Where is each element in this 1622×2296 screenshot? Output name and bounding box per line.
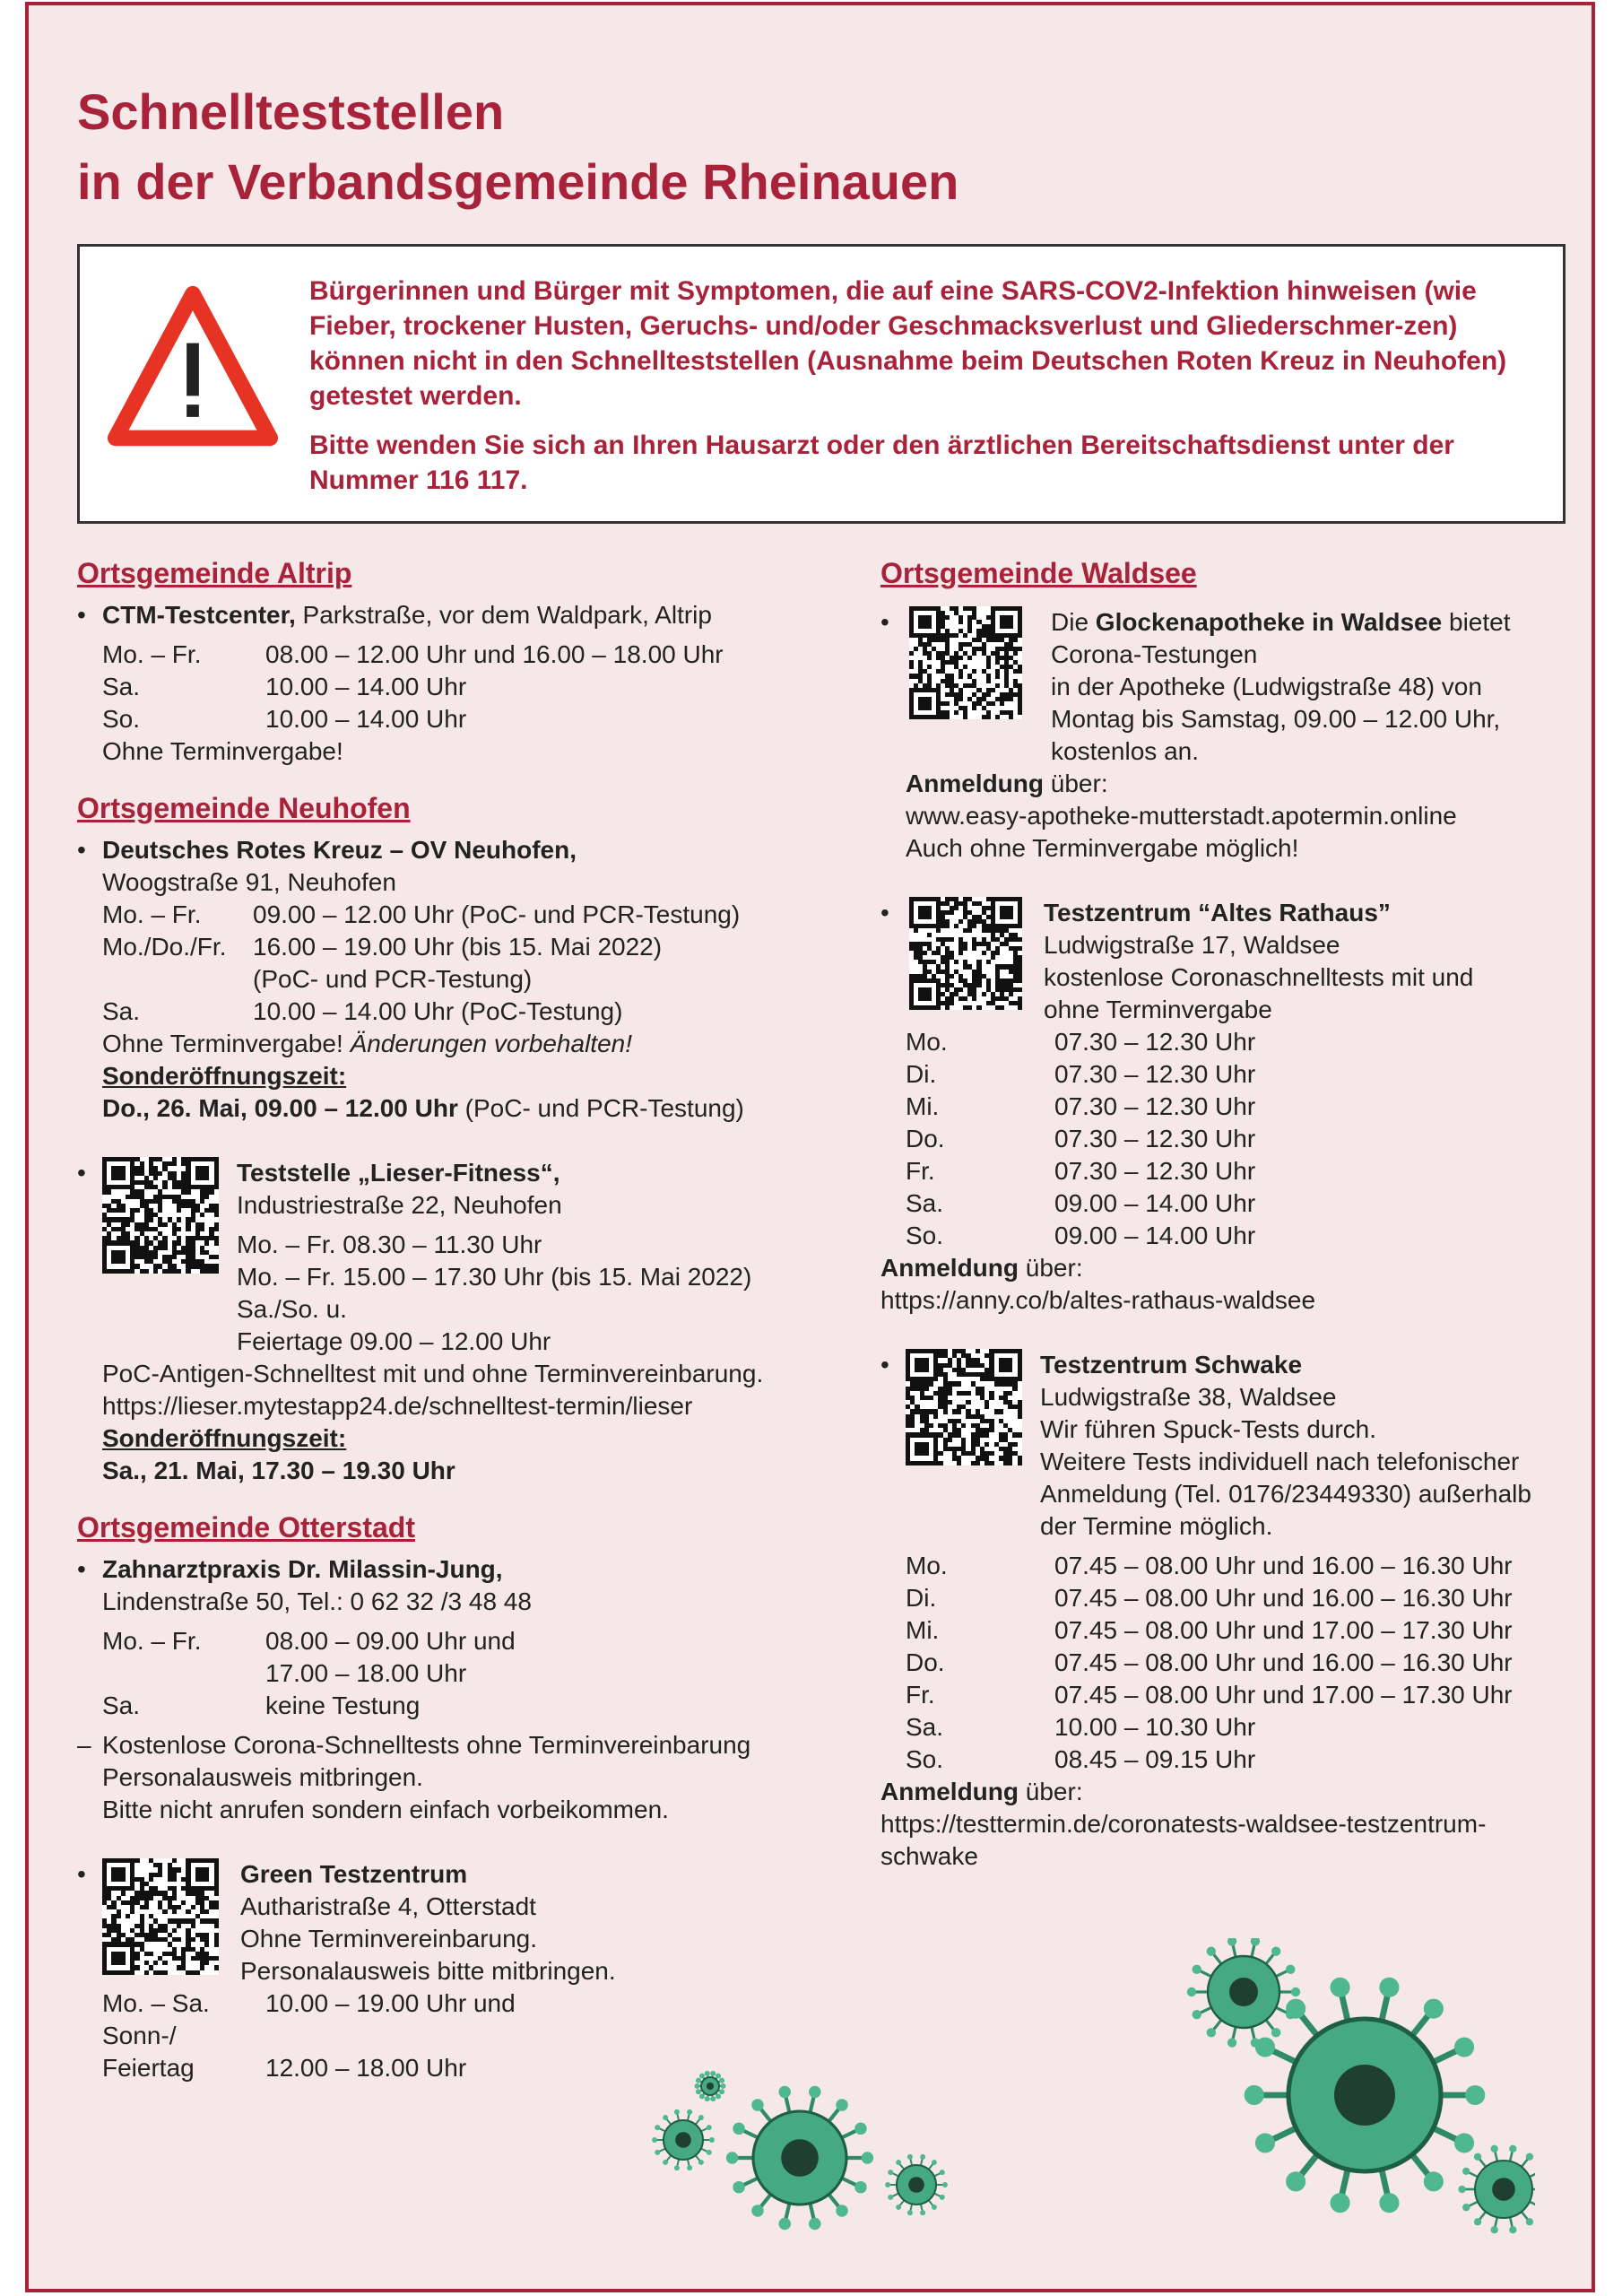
hours-row: Fr. 07.30 – 12.30 Uhr: [906, 1157, 1256, 1185]
hours-row: Sa. 10.00 – 10.30 Uhr: [906, 1713, 1256, 1741]
hours-row: Sa. 10.00 – 14.00 Uhr (PoC-Testung): [102, 997, 623, 1025]
lieser-special-label: Sonderöffnungszeit:: [102, 1424, 347, 1452]
rathaus-url[interactable]: https://anny.co/b/altes-rathaus-waldsee: [880, 1286, 1316, 1314]
hours-row: Mi. 07.45 – 08.00 Uhr und 17.00 – 17.30 Uhr: [906, 1616, 1513, 1644]
title-line-2: in der Verbandsgemeinde Rheinauen: [77, 153, 959, 210]
virus-icon: [647, 2059, 952, 2239]
hours-row: Mo. – Sa. 10.00 – 19.00 Uhr und: [102, 1989, 516, 2017]
hours-row: Mo. – Fr. 09.00 – 12.00 Uhr (PoC- und PCR-Testung): [102, 900, 741, 928]
schwake-url-1[interactable]: https://testtermin.de/coronatests-waldsee-testzentrum-: [880, 1810, 1487, 1838]
lieser-special: Sa., 21. Mai, 17.30 – 19.30 Uhr: [102, 1457, 455, 1484]
glocke-registration: Anmeldung über:: [906, 770, 1108, 797]
qr-code-icon[interactable]: [102, 1157, 219, 1274]
warning-triangle-icon: [105, 283, 281, 453]
glocke-url[interactable]: www.easy-apotheke-mutterstadt.apotermin.online: [906, 802, 1457, 830]
hours-row: Do. 07.45 – 08.00 Uhr und 16.00 – 16.30 Uhr: [906, 1648, 1513, 1676]
right-column: [880, 554, 1589, 1873]
glocke-line-3: in der Apotheke (Ludwigstraße 48) von: [1051, 673, 1482, 700]
section-heading-waldsee: Ortsgemeinde Waldsee: [880, 557, 1197, 589]
drk-note: Ohne Terminvergabe! Änderungen vorbehalten!: [102, 1030, 632, 1057]
drk-address: Woogstraße 91, Neuhofen: [102, 868, 396, 896]
hours-row: Sa. 09.00 – 14.00 Uhr: [906, 1189, 1256, 1217]
hours-row: Fr. 07.45 – 08.00 Uhr und 17.00 – 17.30 Uhr: [906, 1681, 1513, 1709]
left-column: [77, 554, 866, 2084]
entry-zahnarztpraxis: • Zahnarztpraxis Dr. Milassin-Jung, Lindenstraße 50, Tel.: 0 62 32 /3 48 48 Mo. – Fr. 08.00 – 09.00 Uhr und 17.00 – 18.00 Uhr Sa. keine Testung – Kostenlose Corona-Schnelltests ohne Terminvereinbarung Personalausweis mitbringen. Bitte nicht anrufen sondern einfach vorbeikommen.: [77, 1553, 866, 1826]
entry-altes-rathaus: • Testzentrum “Altes Rathaus” Ludwigstraße 17, Waldsee kostenlose Coronaschnelltests mit und ohne Terminvergabe Mo. 07.30 – 12.30 Uhr Di. 07.30 – 12.30 Uhr Mi. 07.30 – 12.30 Uhr Do. 07.30 – 12.30 Uhr Fr. 07.30 – 12.30 Uhr Sa. 09.00 – 14.00 Uhr So. 09.00 – 14.00 Uhr Anmeldung über: https://anny.co/b/altes-rathaus-waldsee: [880, 897, 1589, 1317]
entry-green-testzentrum: • Green Testzentrum Autharistraße 4, Otterstadt Ohne Terminvereinbarung. Personalausweis bitte mitbringen. Mo. – Sa. 10.00 – 19.00 Uhr und Sonn-/ Feiertag 12.00 – 18.00 Uhr: [77, 1858, 866, 2084]
rathaus-address: Ludwigstraße 17, Waldsee: [1044, 931, 1340, 959]
zahn-name: Zahnarztpraxis Dr. Milassin-Jung,: [102, 1555, 503, 1583]
hours-row: So. 09.00 – 14.00 Uhr: [906, 1222, 1256, 1249]
lieser-hours-3: Sa./So. u.: [237, 1295, 347, 1323]
lieser-hours-1: Mo. – Fr. 08.30 – 11.30 Uhr: [237, 1231, 542, 1258]
rathaus-line-1: kostenlose Coronaschnelltests mit und: [1044, 963, 1474, 991]
bullet: •: [77, 601, 86, 629]
section-heading-neuhofen: Ortsgemeinde Neuhofen: [77, 792, 411, 824]
ctm-name: CTM-Testcenter,: [102, 601, 296, 629]
qr-code-icon[interactable]: [909, 897, 1022, 1010]
glocke-line-4: Montag bis Samstag, 09.00 – 12.00 Uhr,: [1051, 705, 1501, 733]
schwake-registration: Anmeldung über:: [880, 1778, 1083, 1805]
entry-lieser-fitness: • Teststelle „Lieser-Fitness“, Industriestraße 22, Neuhofen Mo. – Fr. 08.30 – 11.30 Uhr Mo. – Fr. 15.00 – 17.30 Uhr (bis 15. Mai 2022) Sa./So. u. Feiertage 09.00 – 12.00 Uhr PoC-Antigen-Schnelltest mit und ohne Terminvereinbarung. https://lieser.mytestapp24.de/schnelltest-termin/lieser Sonderöffnungszeit: Sa., 21. Mai, 17.30 – 19.30 Uhr: [77, 1157, 866, 1487]
schwake-line-2: Weitere Tests individuell nach telefonischer: [1040, 1448, 1520, 1475]
warning-text: [309, 274, 1538, 512]
warning-paragraph-1: Bürgerinnen und Bürger mit Symptomen, die auf eine SARS-COV2-Infektion hinweisen (wie Fieber, trockener Husten, Geruchs- und/oder Geschmacksverlust und Gliederschmer-zen) können nicht in den Schnellteststellen (Ausnahme beim Deutschen Roten Kreuz in Neuhofen) getestet werden.: [309, 276, 1507, 411]
hours-row: So. 10.00 – 14.00 Uhr: [102, 705, 467, 733]
glocke-line-5: kostenlos an.: [1051, 737, 1199, 765]
drk-name: Deutsches Rotes Kreuz – OV Neuhofen,: [102, 836, 577, 864]
hours-row: Feiertag 12.00 – 18.00 Uhr: [102, 2054, 467, 2082]
lieser-url[interactable]: https://lieser.mytestapp24.de/schnelltest-termin/lieser: [102, 1392, 693, 1420]
green-address: Autharistraße 4, Otterstadt: [240, 1892, 536, 1920]
hours-row: 17.00 – 18.00 Uhr: [265, 1659, 467, 1687]
hours-row: Di. 07.30 – 12.30 Uhr: [906, 1060, 1256, 1088]
lieser-hours-4: Feiertage 09.00 – 12.00 Uhr: [237, 1327, 551, 1355]
title-line-1: Schnellteststellen: [77, 83, 505, 140]
hours-row: Mo. – Fr. 08.00 – 09.00 Uhr und: [102, 1627, 516, 1655]
hours-row: Di. 07.45 – 08.00 Uhr und 16.00 – 16.30 Uhr: [906, 1584, 1513, 1612]
glocke-note: Auch ohne Terminvergabe möglich!: [906, 834, 1299, 862]
zahn-line-3: Bitte nicht anrufen sondern einfach vorbeikommen.: [102, 1796, 669, 1823]
rathaus-name: Testzentrum “Altes Rathaus”: [1044, 899, 1391, 926]
entry-glockenapotheke: • Die Glockenapotheke in Waldsee bietet Corona-Testungen in der Apotheke (Ludwigstraße 48) von Montag bis Samstag, 09.00 – 12.00 Uhr, kostenlos an. Anmeldung über: www.easy-apotheke-mutterstadt.apotermin.online Auch ohne Terminvergabe möglich!: [880, 606, 1589, 865]
entry-ctm-testcenter: [77, 599, 866, 768]
drk-special: Do., 26. Mai, 09.00 – 12.00 Uhr (PoC- und PCR-Testung): [102, 1094, 744, 1122]
section-heading-otterstadt: Ortsgemeinde Otterstadt: [77, 1511, 415, 1544]
ctm-note: Ohne Terminvergabe!: [102, 737, 343, 765]
entry-testzentrum-schwake: • Testzentrum Schwake Ludwigstraße 38, Waldsee Wir führen Spuck-Tests durch. Weitere Tests individuell nach telefonischer Anmeldung (Tel. 0176/23449330) außerhalb der Termine möglich. Mo. 07.45 – 08.00 Uhr und 16.00 – 16.30 Uhr Di. 07.45 – 08.00 Uhr und 16.00 – 16.30 Uhr Mi. 07.45 – 08.00 Uhr und 17.00 – 17.30 Uhr Do. 07.45 – 08.00 Uhr und 16.00 – 16.30 Uhr Fr. 07.45 – 08.00 Uhr und 17.00 – 17.30 Uhr Sa. 10.00 – 10.30 Uhr So. 08.45 – 09.15 Uhr Anmeldung über: https://testtermin.de/coronatests-waldsee-testzentrum- schwake: [880, 1349, 1589, 1873]
qr-code-icon[interactable]: [909, 606, 1022, 719]
schwake-line-4: der Termine möglich.: [1040, 1512, 1273, 1540]
green-line-1: Ohne Terminvereinbarung.: [240, 1925, 538, 1952]
schwake-name: Testzentrum Schwake: [1040, 1351, 1303, 1378]
hours-row: Mo. – Fr. 08.00 – 12.00 Uhr und 16.00 – 18.00 Uhr: [102, 640, 724, 668]
hours-row: Sa. keine Testung: [102, 1692, 421, 1719]
hours-row: Mo./Do./Fr. 16.00 – 19.00 Uhr (bis 15. Mai 2022): [102, 933, 663, 961]
ctm-address: Parkstraße, vor dem Waldpark, Altrip: [295, 601, 712, 629]
zahn-line-1: Kostenlose Corona-Schnelltests ohne Terminvereinbarung: [102, 1731, 751, 1759]
hours-row: Sa. 10.00 – 14.00 Uhr: [102, 673, 467, 700]
zahn-address: Lindenstraße 50, Tel.: 0 62 32 /3 48 48: [102, 1587, 532, 1615]
page-title: [77, 77, 958, 217]
hours-row: So. 08.45 – 09.15 Uhr: [906, 1745, 1256, 1773]
lieser-info: PoC-Antigen-Schnelltest mit und ohne Terminvereinbarung.: [102, 1360, 764, 1387]
hours-row: (PoC- und PCR-Testung): [253, 965, 533, 993]
entry-drk-neuhofen: • Deutsches Rotes Kreuz – OV Neuhofen, Woogstraße 91, Neuhofen Mo. – Fr. 09.00 – 12.00 Uhr (PoC- und PCR-Testung) Mo./Do./Fr. 16.00 – 19.00 Uhr (bis 15. Mai 2022) (PoC- und PCR-Testung) Sa. 10.00 – 14.00 Uhr (PoC-Testung) Ohne Terminvergabe! Änderungen vorbehalten! Sonderöffnungszeit: Do., 26. Mai, 09.00 – 12.00 Uhr (PoC- und PCR-Testung): [77, 834, 866, 1125]
hours-row: Mo. 07.30 – 12.30 Uhr: [906, 1028, 1256, 1056]
virus-icon: [1158, 1938, 1535, 2243]
rathaus-line-2: ohne Terminvergabe: [1044, 996, 1272, 1023]
schwake-line-1: Wir führen Spuck-Tests durch.: [1040, 1415, 1377, 1443]
flyer-page: [25, 2, 1595, 2292]
glocke-line-2: Corona-Testungen: [1051, 640, 1258, 668]
warning-box: [77, 244, 1566, 524]
rathaus-registration: Anmeldung über:: [880, 1254, 1083, 1282]
warning-paragraph-2: Bitte wenden Sie sich an Ihren Hausarzt oder den ärztlichen Bereitschaftsdienst unter der Nummer 116 117.: [309, 430, 1454, 495]
qr-code-icon[interactable]: [102, 1858, 219, 1975]
glocke-line-1: Die Glockenapotheke in Waldsee bietet: [1051, 608, 1511, 636]
hours-row: Do. 07.30 – 12.30 Uhr: [906, 1125, 1256, 1152]
drk-special-label: Sonderöffnungszeit:: [102, 1062, 347, 1090]
hours-row: Sonn-/: [102, 2022, 177, 2049]
schwake-line-3: Anmeldung (Tel. 0176/23449330) außerhalb: [1040, 1480, 1531, 1508]
qr-code-icon[interactable]: [906, 1349, 1022, 1465]
section-heading-altrip: Ortsgemeinde Altrip: [77, 557, 352, 589]
zahn-line-2: Personalausweis mitbringen.: [102, 1763, 423, 1791]
green-name: Green Testzentrum: [240, 1860, 468, 1888]
hours-row: Mi. 07.30 – 12.30 Uhr: [906, 1092, 1256, 1120]
schwake-url-2[interactable]: schwake: [880, 1842, 978, 1870]
hours-row: Mo. 07.45 – 08.00 Uhr und 16.00 – 16.30 Uhr: [906, 1552, 1513, 1579]
lieser-address: Industriestraße 22, Neuhofen: [237, 1191, 562, 1219]
lieser-name: Teststelle „Lieser-Fitness“,: [237, 1159, 560, 1187]
schwake-address: Ludwigstraße 38, Waldsee: [1040, 1383, 1337, 1411]
lieser-hours-2: Mo. – Fr. 15.00 – 17.30 Uhr (bis 15. Mai 2022): [237, 1263, 752, 1291]
green-line-2: Personalausweis bitte mitbringen.: [240, 1957, 616, 1985]
